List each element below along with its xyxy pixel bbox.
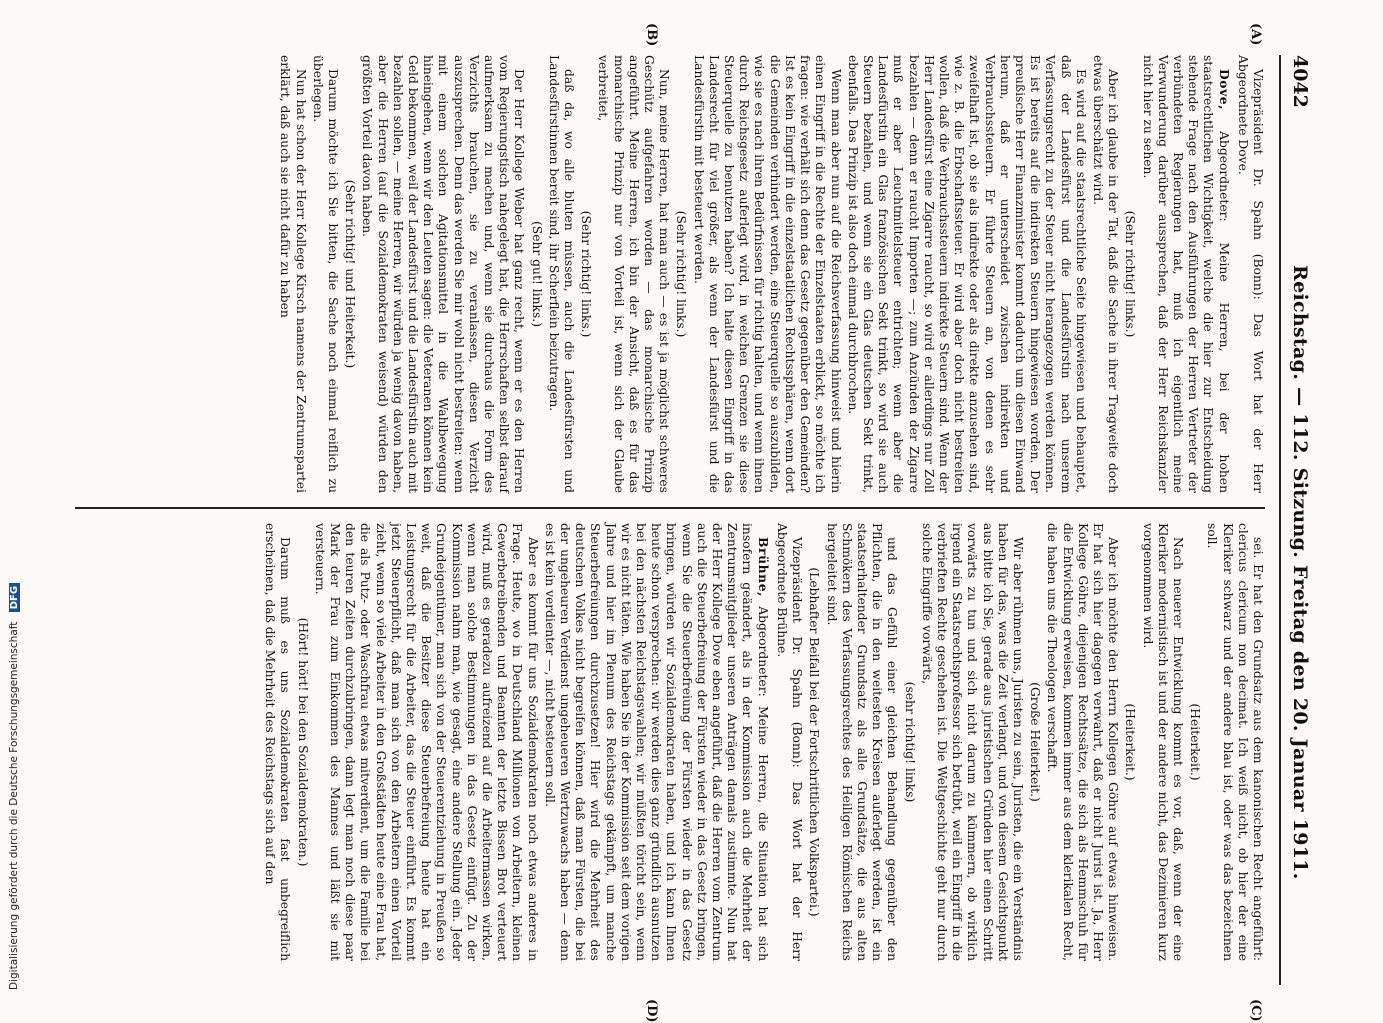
text-paragraph: Darum möchte ich Sie bitten, die Sache noch einmal reiflich zu überlegen. [310,55,341,493]
running-head: Reichstag. — 112. Sitzung. Freitag den 20. Januar 1911. [1289,265,1311,880]
text-paragraph: Wenn man aber nun auf die Reichsverfassung hinweist und hierin einen Eingriff in die Rechte der Einzelstaaten erblickt, so möchte ich fragen: wie verhält sich denn das Gesetz gegenüber den Gemeinden? Ist es kein Eingriff in die einzelstaatlichen Rechtssphären, wenn dort die Gemeinden verhindert werden, eine Steuerquelle so auszubilden, wie sie es nach ihren Bedürfnissen für richtig halten, und wenn ihnen durch Reichsgesetz auferlegt wird, in welchen Grenzen sie diese Steuerquelle zu benutzen haben? Ich halte diesen Eingriff in das Landesrecht für viel größer, als wenn der Landesfürst und die Landesfürstin mit besteuert werden. [691,55,843,493]
interjection: (sehr richtig! links) [902,681,917,803]
text-paragraph: Es wird auf die staatsrechtliche Seite hingewiesen und behauptet, daß der Landesfürst und die Landesfürstin nach unserem Verfassungsrecht zu der Steuer nicht herangezogen werden können. Es ist bereits auf die indirekten Steuern hingewiesen worden. Der preußische Herr Finanzminister kommt dadurch um diesen Einwand herum, daß er unterscheidet zwischen indirekten und Verbrauchssteuern. Er führte Steuern an, von denen es sehr zweifelhaft ist, ob sie als indirekte oder als direkte anzusehen sind, wie z. B. die Erbschaftssteuer. Er wird aber doch nicht bestreiten wollen, daß die Verbrauchssteuern indirekte Steuern sind. Wenn der Herr Landesfürst eine Zigarre raucht, so wird er allerdings nur Zoll bezahlen — denn er raucht Importen —; zum Anzünden der Zigarre muß er aber Leuchtmittelsteuer entrichten; wenn aber die Landesfürstin ein Glas französischen Sekt trinkt, so wird sie auch Steuern bezahlen, und wenn sie ein Glas deutschen Sekt trinkt, ebenfalls. Das Prinzip ist also doch einmal durchbrochen. [845,55,1088,493]
speech-paragraph [542,523,771,961]
interjection: (Sehr richtig! links.) [1123,210,1138,338]
text-paragraph: Vizepräsident Dr. Spahn (Bonn): Das Wort hat der Herr Abgeordnete Brühne. [774,523,805,961]
text-paragraph: Nun hat schon der Herr Kollege Kirsch namens der Zentrumspartei erklärt, daß auch sie nicht dafür zu haben [278,55,308,493]
interjection: (Sehr gut! links.) [529,220,544,328]
page-number: 4042 [1289,55,1311,108]
column-divider [75,507,1265,509]
text-paragraph: Vizepräsident Dr. Spahn (Bonn): Das Wort hat der Herr Abgeordnete Dove. [1235,55,1265,493]
digitization-credit [8,5,22,990]
text-paragraph: Darum muß es uns Sozialdemokraten fast unbegreiflich erscheinen, daß die Mehrheit des Reichstags sich auf den [263,523,293,961]
right-column [260,523,1265,961]
interjection: (Heiterkeit.) [1123,703,1138,781]
header-rule [1279,55,1281,985]
margin-letter-c: (C) [1248,999,1263,1022]
interjection: (Sehr richtig! links.) [579,210,594,338]
text-paragraph: Nach neuerer Entwicklung kommt es vor, daß, wenn der eine Kleriker modernistisch ist und der andere nicht, das Dezimieren kurz vorgenommen wird. [1140,523,1185,961]
speaker-name: Dove, [1216,69,1232,111]
interjection: (Hört! hört! bei den Sozialdemokraten.) [295,617,310,867]
interjection: (Lebhafter Beifall bei der Fortschrittlichen Volkspartei.) [807,567,822,917]
text-paragraph: Nun, meine Herren, hat man auch — es ist ja möglichst schweres Geschütz aufgefahren worden — das monarchische Prinzip angeführt. Meine Herren, ich bin der Ansicht, daß es für das monarchische Prinzip nur von Vorteil ist, wenn sich der Glaube verbreitet, [596,55,672,493]
interjection: (Sehr richtig! und Heiterkeit.) [343,179,358,369]
text-paragraph: daß da, wo alle bluten müssen, auch die Landesfürsten und Landesfürstinnen bereit sind, ihr Scherflein beizutragen. [546,55,577,493]
speaker-name: Brühne, [755,537,771,597]
credit-text: Digitalisierung gefördert durch die Deutsche Forschungsgemeinschaft [8,621,20,990]
dfg-logo: DFG [9,583,20,612]
text-paragraph: Wir aber rühmen uns, Juristen zu sein, Juristen, die ein Verständnis haben für das, was die Zeit verlangt, und von diesem Gesichtspunkt aus bitte ich Sie, gerade aus juristischen Gründen hier einen Schritt vorwärts zu tun und sich nicht darum zu kümmern, ob wirklich irgend ein Staatsrechtsprofessor sich betrübt, weil ein Eingriff in die verbrieften Rechte geschehen ist. Die Weltgeschichte geht nur durch solche Eingriffe vorwärts, [919,523,1025,961]
rotated-scan [75,23,1315,1023]
text-paragraph: Aber ich möchte den Herrn Kollegen Göhre auf etwas hinweisen. Er hat sich hier dagegen verwahrt, daß er nicht Jurist ist. Ja, Herr Kollege Göhre, diejenigen Rechtssätze, die sich als Hemmschuh für die Entwicklung erweisen, kommen immer aus dem klerikalen Recht, die haben uns die Theologen verschafft. [1045,523,1121,961]
interjection: (Heiterkeit.) [1188,703,1203,781]
margin-letter-a: (A) [1248,23,1263,46]
text-paragraph: sei. Er hat den Grundsatz aus dem kanonischen Recht angeführt: clericus clericum non decimat. Ich weiß nicht, ob hier der eine Kleriker schwarz und der andere blau ist, oder was das bezeichnen soll. [1205,523,1265,961]
interjection: (Sehr richtig! links.) [674,210,689,338]
left-column [275,55,1265,493]
speech-text: Abgeordneter: Meine Herren, bei der hohen staatsrechtlichen Wichtigkeit, welche die hier zur Entscheidung stehende Frage nach den Ausführungen der Herren Vertreter der verbündeten Regierungen hat, muß ich eigentlich meine Verwunderung darüber aussprechen, daß der Herr Reichskanzler nicht hier zu sehen. [1140,55,1231,493]
text-paragraph: Der Herr Kollege Weber hat ganz recht, wenn er es den Herren vom Regierungstisch nahegelegt hat, die Herrschaften selbst darauf aufmerksam zu machen und, wenn sie durchaus die Form des Verzichts brauchen, sie zu veranlassen, diesen Verzicht auszusprechen. Denn das werden Sie mir wohl nicht bestreiten: wenn mit einem solchen Agitationsmittel in die Wahlbewegung hineingehen, wenn wir den Leuten sagen: die Veteranen können kein Geld bekommen, weil der Landesfürst und die Landesfürstin auch mit bezahlen sollen, — meine Herren, wir würden ja wenig davon haben, aber die Herren (auf die Sozialdemokraten weisend) würden den größten Vorteil davon haben. [360,55,527,493]
margin-letter-d: (D) [644,999,659,1023]
text-paragraph: und das Gefühl einer gleichen Behandlung gegenüber den Pflichten, die in den weitesten Kreisen auferlegt werden, ist ein staatserhaltender Grundsatz als alle Grundsätze, die aus alten Schmökern des Verfassungsrechtes des Heiligen Römischen Reichs hergeleitet sind. [824,523,900,961]
page-header [1275,55,1315,985]
text-paragraph: Aber es kommt für uns Sozialdemokraten noch etwas anderes in Frage. Heute, wo in Deutschland Millionen von Arbeitern, kleinen Gewerbetreibenden und Beamten der letzte Bissen Brot verteuert wird, muß es geradezu aufreizend auf die Arbeitermassen wirken, wenn man solche Bestimmungen in das Gesetz einfügt. Zu der Kommission nahm man, wie gesagt, eine andere Stellung ein. Jeder Grundeigentümer, man sich von der Steuerentziehung in Preußen so weit, daß die Besitzer diese Steuerbefreiung heute hat ein Leistungsrecht für die Arbeiter, das die Steuer einführt. Es kommt jetzt Steuerpflicht, daß man sich von den Arbeitern einen Vorteil zieht, wenn so viele Arbeiter in den Großstädten heute eine Frau hat, die als Putz- oder Waschfrau etwas mitverdient, um die Familie bei den teuren Zeiten durchzubringen, dann legt man noch diese paar Mark der Frau zum Einkommen des Mannes und läßt sie mit versteuern. [312,523,540,961]
text-paragraph: Aber ich glaube in der Tat, daß die Sache in ihrer Tragweite doch etwas überschätzt wird. [1090,55,1121,493]
speech-paragraph [1139,55,1231,493]
margin-letter-b: (B) [644,23,659,47]
interjection: (Große Heiterkeit.) [1028,682,1043,802]
speech-text: Abgeordneter: Meine Herren, die Situation hat sich insofern geändert, als in der Kommission auch die Mehrheit der Zentrumsmitglieder unseren Anträgen damals zustimmte. Nun hat der Herr Kollege Dove eben angeführt, daß die Herren vom Zentrum auch die Steuerbefreiung der Fürsten wieder in das Gesetz bringen, wenn Sie die Steuerbefreiung der Fürsten wieder in das Gesetz bringen, würden wir Sozialdemokraten haben, und ich kann Ihnen heute schon versprechen: wir werden dies ganz gründlich ausnutzen bei den nächsten Reichstagswahlen; wir müßten töricht sein, wenn wir es nicht täten. Wie haben Sie in der Kommission seit dem vorigen Jahre und hier im Plenum des Reichstags gekämpft, um manche Steuerbefreiungen durchzusetzen! Hier wird die Mehrheit des deutschen Volkes nicht begreifen können, daß man Fürsten, die bei der ungeheuren Verdienst ungeheueren Wertzuwachs haben — denn es ist kein verdienter —, nicht besteuern soll. [542,523,770,961]
